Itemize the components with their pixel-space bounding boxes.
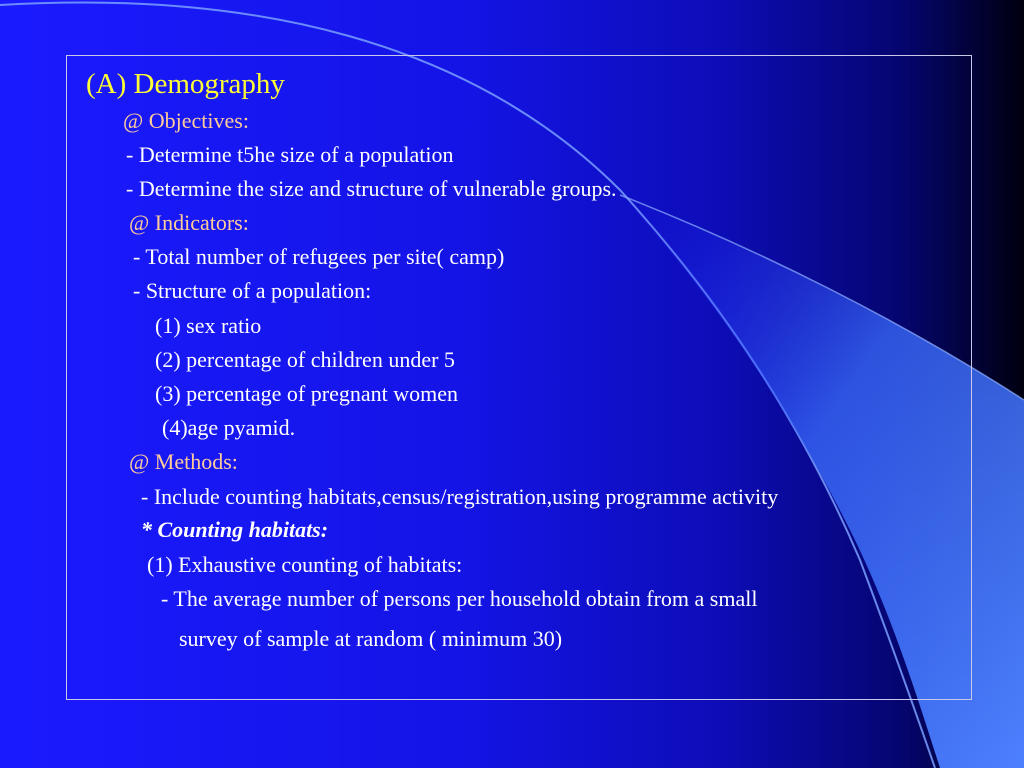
exhaustive-counting-label: (1) Exhaustive counting of habitats: (147, 552, 463, 577)
average-persons-line: survey of sample at random ( minimum 30) (179, 626, 563, 651)
methods-item: - Include counting habitats,census/registration,using programme activity (141, 484, 779, 509)
counting-habitats-heading: * Counting habitats: (141, 517, 329, 542)
objective-item: - Determine t5he size of a population (126, 142, 454, 167)
methods-label: @ Methods: (129, 449, 238, 474)
indicators-label: @ Indicators: (129, 210, 249, 235)
indicator-item: - Total number of refugees per site( camp) (133, 244, 505, 269)
average-persons-line: - The average number of persons per household obtain from a small (161, 586, 758, 611)
objectives-label: @ Objectives: (123, 108, 249, 133)
objective-item: - Determine the size and structure of vulnerable groups. (126, 176, 617, 201)
indicator-item: - Structure of a population: (133, 278, 372, 303)
structure-item: (3) percentage of pregnant women (155, 381, 458, 406)
slide-title: (A) Demography (86, 68, 285, 100)
structure-item: (4)age pyamid. (162, 415, 296, 440)
structure-item: (2) percentage of children under 5 (155, 347, 455, 372)
structure-item: (1) sex ratio (155, 313, 262, 338)
